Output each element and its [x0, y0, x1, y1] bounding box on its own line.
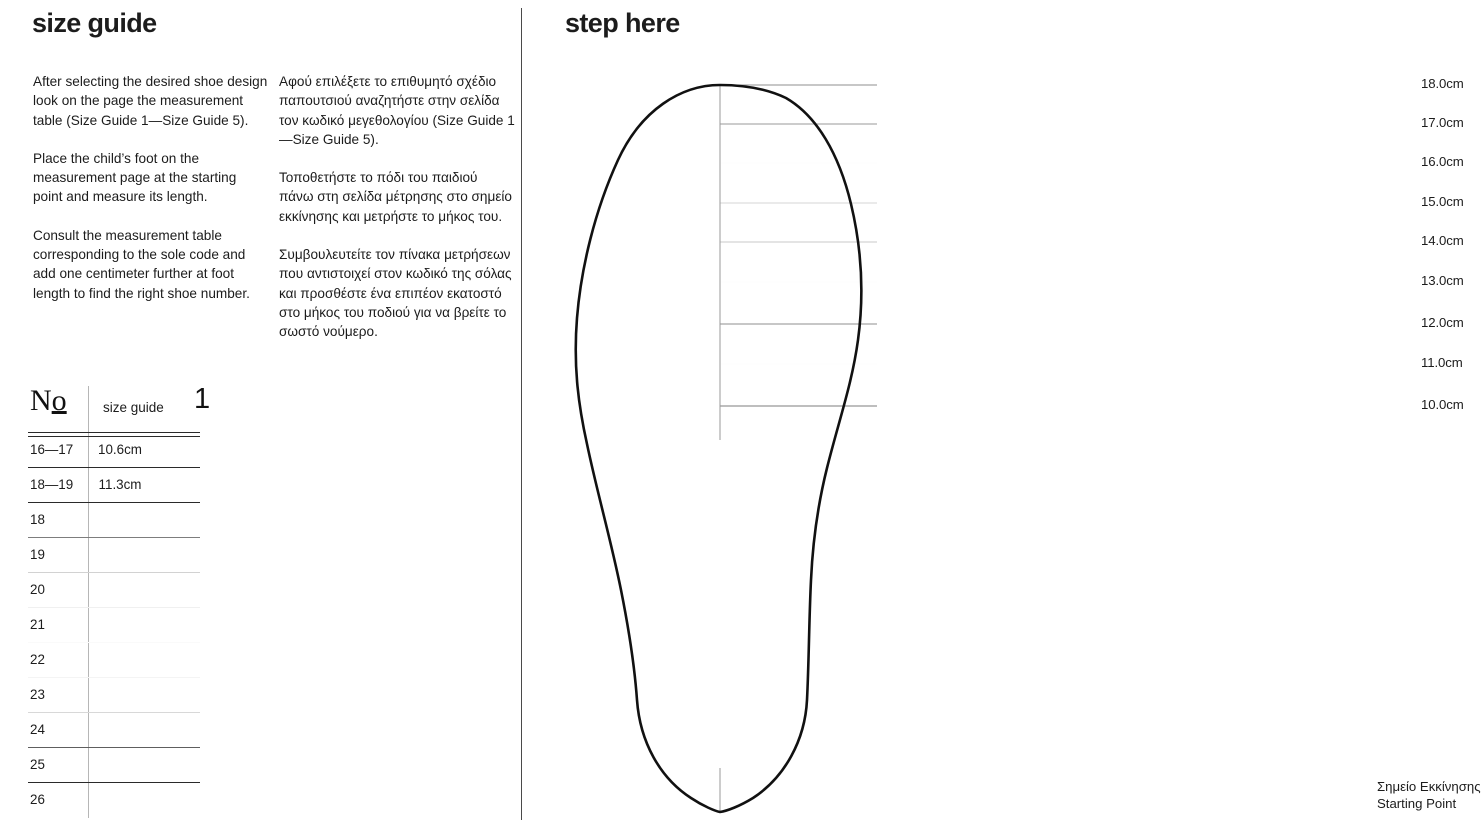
tick-label: 12.0cm: [1421, 315, 1464, 330]
right-panel: [521, 0, 1481, 825]
starting-point-caption: [1377, 779, 1481, 812]
cell-size: 25: [30, 757, 45, 772]
table-row: [28, 572, 200, 607]
table-row: [28, 502, 200, 537]
tick-label: 13.0cm: [1421, 273, 1464, 288]
tick-label: 10.0cm: [1421, 397, 1464, 412]
instruction-paragraph: Consult the measurement table corresponding to the sole code and add one centimeter further at foot length to find the right shoe number.: [33, 227, 250, 301]
table-row: [28, 712, 200, 747]
table-row: [28, 642, 200, 677]
instruction-paragraph: Συμβουλευτείτε τον πίνακα μετρήσεων που αντιστοιχεί στον κωδικό της σόλας και προσθέστε ένα επιπέον εκατοστό στο μήκος του ποδιού για να βρείτε το σωστό νούμερο.: [279, 247, 512, 340]
cell-size: 22: [30, 652, 45, 667]
row-rule: [28, 747, 200, 748]
row-rule: [28, 642, 200, 643]
shoe-sole-outline: [576, 85, 862, 812]
table-header-numero: No: [30, 384, 67, 417]
cell-length: 10.6cm: [98, 442, 142, 457]
table-header-guide-label: size guide: [103, 400, 164, 415]
cell-size: 26: [30, 792, 45, 807]
left-panel: [0, 0, 521, 825]
instruction-paragraph: Τοποθετήστε το πόδι του παιδιού πάνω στη σελίδα μέτρησης στο σημείο εκκίνησης και μετρήστε το μήκος του.: [279, 170, 512, 224]
tick-label: 17.0cm: [1421, 115, 1464, 130]
tick-label: 15.0cm: [1421, 194, 1464, 209]
starting-point-label-greek: Σημείο Εκκίνησης: [1377, 779, 1481, 794]
table-row: [28, 747, 200, 782]
row-rule: [28, 782, 200, 783]
instruction-paragraph: Place the child’s foot on the measurement page at the starting point and measure its length.: [33, 150, 237, 205]
tick-label: 11.0cm: [1421, 355, 1463, 370]
table-header-row: [28, 383, 211, 432]
cell-size: 16—17: [30, 442, 74, 457]
row-rule: [28, 502, 200, 503]
instructions-greek: [279, 72, 515, 342]
table-row: [28, 467, 200, 502]
table-row: [28, 677, 200, 712]
size-table: [28, 383, 211, 817]
table-row: [28, 537, 200, 572]
tick-label: 16.0cm: [1421, 154, 1464, 169]
table-row: [28, 782, 200, 817]
tick-label: 18.0cm: [1421, 76, 1464, 91]
instructions-english: [33, 72, 269, 303]
cell-size: 24: [30, 722, 45, 737]
instruction-paragraph: Αφού επιλέξετε το επιθυμητό σχέδιο παπουτσιού αναζητήστε στην σελίδα τον κωδικό μεγεθολογίου (Size Guide 1—Size Guide 5).: [279, 74, 515, 147]
instruction-paragraph: After selecting the desired shoe design look on the page the measurement table (Size Guide 1—Size Guide 5).: [33, 74, 268, 128]
row-rule: [28, 677, 200, 678]
row-rule: [28, 712, 200, 713]
row-rule: [28, 467, 200, 468]
cell-size: 23: [30, 687, 45, 702]
cell-size: 20: [30, 582, 45, 597]
table-header-guide-number: 1: [194, 383, 211, 415]
table-row: [28, 607, 200, 642]
page-title-size-guide: size guide: [32, 8, 157, 38]
tick-label: 14.0cm: [1421, 233, 1464, 248]
cell-size: 18: [30, 512, 45, 527]
row-rule: [28, 432, 200, 437]
row-rule: [28, 572, 200, 573]
row-rule: [28, 607, 200, 608]
cell-size: 19: [30, 547, 45, 562]
cell-length: 11.3cm: [98, 477, 142, 492]
table-row: [28, 432, 200, 467]
tick-lines: [720, 85, 877, 406]
starting-point-label-english: Starting Point: [1377, 795, 1457, 811]
cell-size: 21: [30, 617, 45, 632]
cell-size: 18—19: [30, 477, 74, 492]
row-rule: [28, 537, 200, 538]
page-title-step-here: step here: [565, 8, 680, 38]
